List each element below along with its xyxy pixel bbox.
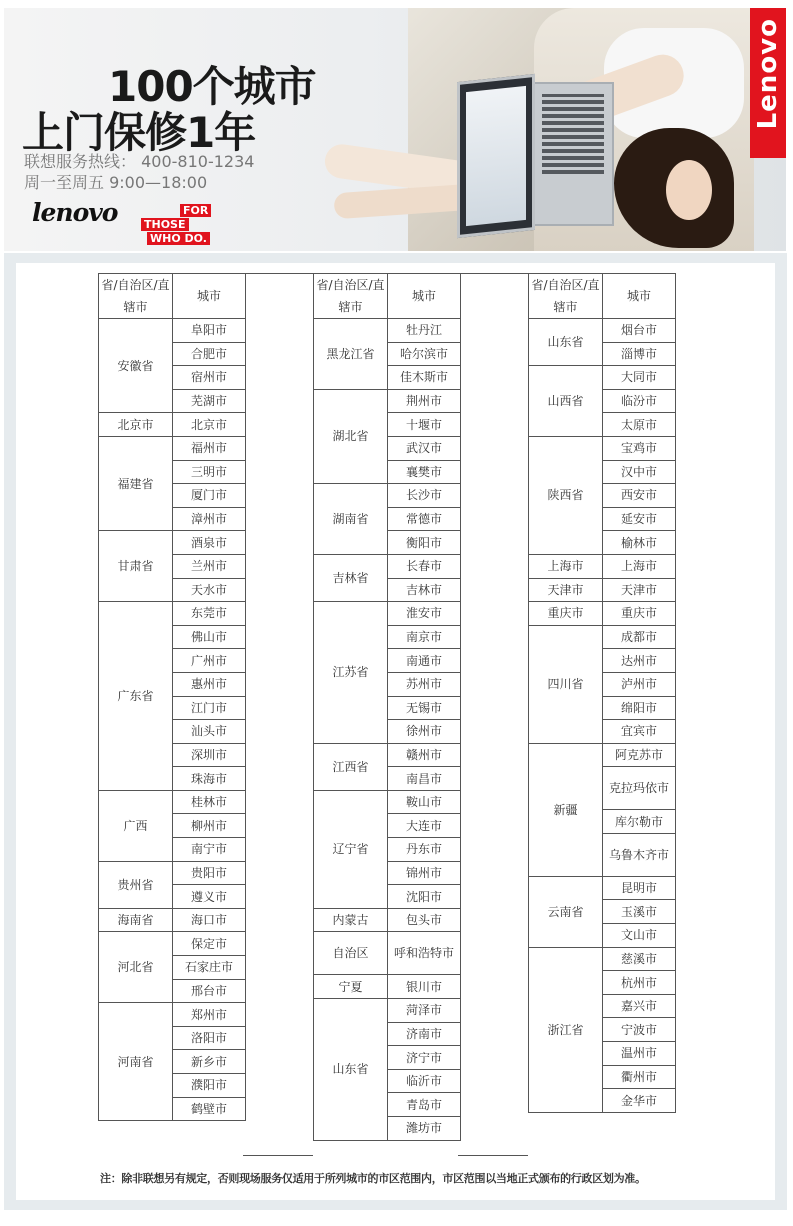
lenovo-logo: lenovo — [32, 198, 118, 227]
city-cell: 北京市 — [173, 413, 246, 437]
table-row — [314, 932, 461, 975]
province-cell: 山东省 — [314, 999, 388, 1141]
city-cell: 临沂市 — [388, 1069, 461, 1093]
city-cell: 玉溪市 — [603, 900, 676, 924]
city-cell: 哈尔滨市 — [388, 342, 461, 366]
province-cell: 上海市 — [529, 554, 603, 578]
city-cell: 赣州市 — [388, 743, 461, 767]
city-cell: 合肥市 — [173, 342, 246, 366]
city-cell: 天津市 — [603, 578, 676, 602]
table-row — [529, 602, 676, 626]
city-cell: 兰州市 — [173, 554, 246, 578]
city-table-col-3 — [528, 273, 676, 1113]
city-cell: 牡丹江 — [388, 319, 461, 343]
city-cell: 南昌市 — [388, 767, 461, 791]
city-cell: 宝鸡市 — [603, 436, 676, 460]
table-row — [314, 975, 461, 999]
table-row — [529, 876, 676, 900]
city-table-col-2 — [313, 273, 461, 1141]
city-cell: 成都市 — [603, 625, 676, 649]
table-row — [314, 389, 461, 413]
city-cell: 淄博市 — [603, 342, 676, 366]
city-cell: 烟台市 — [603, 319, 676, 343]
city-cell: 上海市 — [603, 554, 676, 578]
city-cell: 十堰市 — [388, 413, 461, 437]
city-cell: 大连市 — [388, 814, 461, 838]
city-cell: 东莞市 — [173, 602, 246, 626]
city-cell: 鞍山市 — [388, 790, 461, 814]
city-table-col-1 — [98, 273, 246, 1121]
table-row — [314, 743, 461, 767]
province-cell: 海南省 — [99, 908, 173, 932]
city-cell: 鹤壁市 — [173, 1097, 246, 1121]
footnote: 注：除非联想另有规定，否则现场服务仅适用于所列城市的市区范围内，市区范围以当地正式颁布的行政区划为准。 — [100, 1172, 646, 1185]
province-cell: 河南省 — [99, 1003, 173, 1121]
city-cell: 泸州市 — [603, 672, 676, 696]
table-row — [99, 1003, 246, 1027]
province-cell: 宁夏 — [314, 975, 388, 999]
city-cell: 嘉兴市 — [603, 994, 676, 1018]
service-hotline: 联想服务热线： 400-810-1234 — [24, 152, 255, 171]
city-cell: 包头市 — [388, 908, 461, 932]
header-province: 省/自治区/直辖市 — [314, 274, 388, 319]
province-cell: 辽宁省 — [314, 790, 388, 908]
city-cell: 温州市 — [603, 1042, 676, 1066]
city-cell: 汉中市 — [603, 460, 676, 484]
city-cell: 克拉玛依市 — [603, 767, 676, 810]
province-cell: 江苏省 — [314, 602, 388, 744]
city-cell: 阿克苏市 — [603, 743, 676, 767]
city-cell: 石家庄市 — [173, 956, 246, 980]
table-row — [314, 484, 461, 508]
city-cell: 青岛市 — [388, 1093, 461, 1117]
table-row — [529, 319, 676, 343]
header-province: 省/自治区/直辖市 — [529, 274, 603, 319]
table-row — [529, 578, 676, 602]
city-cell: 乌鲁木齐市 — [603, 833, 676, 876]
province-cell: 广西 — [99, 790, 173, 861]
province-cell: 湖南省 — [314, 484, 388, 555]
city-cell: 杭州市 — [603, 971, 676, 995]
city-cell: 吉林市 — [388, 578, 461, 602]
table-row — [314, 999, 461, 1023]
slogan-those: THOSE — [141, 218, 189, 231]
city-cell: 深圳市 — [173, 743, 246, 767]
province-cell: 北京市 — [99, 413, 173, 437]
city-cell: 阜阳市 — [173, 319, 246, 343]
city-cell: 长沙市 — [388, 484, 461, 508]
table-row — [99, 531, 246, 555]
city-cell: 柳州市 — [173, 814, 246, 838]
province-cell: 内蒙古 — [314, 908, 388, 932]
city-cell: 昆明市 — [603, 876, 676, 900]
city-cell: 衢州市 — [603, 1065, 676, 1089]
city-cell: 洛阳市 — [173, 1026, 246, 1050]
city-cell: 重庆市 — [603, 602, 676, 626]
city-cell: 南京市 — [388, 625, 461, 649]
province-cell: 山西省 — [529, 366, 603, 437]
city-cell: 桂林市 — [173, 790, 246, 814]
city-cell: 锦州市 — [388, 861, 461, 885]
city-cell: 沈阳市 — [388, 885, 461, 909]
city-cell: 南通市 — [388, 649, 461, 673]
city-cell: 广州市 — [173, 649, 246, 673]
table-row — [529, 625, 676, 649]
table-row — [529, 366, 676, 390]
city-cell: 保定市 — [173, 932, 246, 956]
city-cell: 邢台市 — [173, 979, 246, 1003]
city-cell: 潍坊市 — [388, 1117, 461, 1141]
table-row — [99, 319, 246, 343]
table-row — [314, 602, 461, 626]
city-cell: 武汉市 — [388, 436, 461, 460]
province-cell: 广东省 — [99, 602, 173, 791]
city-cell: 榆林市 — [603, 531, 676, 555]
laptop-screen — [457, 74, 535, 238]
city-cell: 宜宾市 — [603, 720, 676, 744]
table-row — [99, 436, 246, 460]
table-row — [99, 932, 246, 956]
header-city: 城市 — [173, 274, 246, 319]
city-cell: 惠州市 — [173, 672, 246, 696]
table-row — [314, 908, 461, 932]
table-row — [99, 861, 246, 885]
city-cell: 汕头市 — [173, 720, 246, 744]
city-cell: 佛山市 — [173, 625, 246, 649]
city-cell: 贵阳市 — [173, 861, 246, 885]
province-cell: 吉林省 — [314, 554, 388, 601]
laptop-keyboard — [532, 82, 614, 226]
city-cell: 郑州市 — [173, 1003, 246, 1027]
table-row — [314, 554, 461, 578]
province-cell: 新疆 — [529, 743, 603, 876]
city-cell: 漳州市 — [173, 507, 246, 531]
table-row — [314, 319, 461, 343]
province-cell: 四川省 — [529, 625, 603, 743]
city-cell: 珠海市 — [173, 767, 246, 791]
table-row — [529, 947, 676, 971]
table-row — [99, 908, 246, 932]
table-row — [529, 554, 676, 578]
province-cell: 浙江省 — [529, 947, 603, 1112]
city-cell: 福州市 — [173, 436, 246, 460]
city-cell: 济宁市 — [388, 1046, 461, 1070]
province-cell: 安徽省 — [99, 319, 173, 413]
city-cell: 江门市 — [173, 696, 246, 720]
city-cell: 金华市 — [603, 1089, 676, 1113]
city-cell: 三明市 — [173, 460, 246, 484]
city-cell: 常德市 — [388, 507, 461, 531]
city-cell: 临汾市 — [603, 389, 676, 413]
city-cell: 慈溪市 — [603, 947, 676, 971]
city-cell: 文山市 — [603, 924, 676, 948]
city-cell: 丹东市 — [388, 838, 461, 862]
city-cell: 徐州市 — [388, 720, 461, 744]
table-row — [314, 790, 461, 814]
city-cell: 新乡市 — [173, 1050, 246, 1074]
city-cell: 衡阳市 — [388, 531, 461, 555]
province-cell: 云南省 — [529, 876, 603, 947]
province-cell: 甘肃省 — [99, 531, 173, 602]
content-frame — [4, 253, 787, 1210]
city-cell: 大同市 — [603, 366, 676, 390]
city-cell: 长春市 — [388, 554, 461, 578]
province-cell: 河北省 — [99, 932, 173, 1003]
lenovo-tab-logo — [750, 8, 786, 158]
province-cell: 天津市 — [529, 578, 603, 602]
table-row — [99, 413, 246, 437]
city-cell: 无锡市 — [388, 696, 461, 720]
table-gap — [458, 273, 528, 1156]
banner-photo-face — [666, 160, 712, 220]
province-cell: 山东省 — [529, 319, 603, 366]
city-cell: 遵义市 — [173, 885, 246, 909]
city-cell: 银川市 — [388, 975, 461, 999]
table-row — [529, 436, 676, 460]
city-cell: 延安市 — [603, 507, 676, 531]
city-cell: 宁波市 — [603, 1018, 676, 1042]
city-cell: 济南市 — [388, 1022, 461, 1046]
slogan-who-do: WHO DO. — [147, 232, 210, 245]
province-cell: 福建省 — [99, 436, 173, 530]
city-cell: 太原市 — [603, 413, 676, 437]
city-cell: 襄樊市 — [388, 460, 461, 484]
city-cell: 苏州市 — [388, 672, 461, 696]
headline-line1: 100个城市 — [108, 62, 316, 111]
table-row — [99, 602, 246, 626]
province-cell: 重庆市 — [529, 602, 603, 626]
city-cell: 海口市 — [173, 908, 246, 932]
city-cell: 南宁市 — [173, 838, 246, 862]
city-cell: 佳木斯市 — [388, 366, 461, 390]
province-cell: 贵州省 — [99, 861, 173, 908]
city-cell: 达州市 — [603, 649, 676, 673]
city-cell: 宿州市 — [173, 366, 246, 390]
city-list-panel — [16, 263, 775, 1200]
promo-banner — [4, 8, 786, 251]
header-city: 城市 — [603, 274, 676, 319]
city-cell: 荆州市 — [388, 389, 461, 413]
city-cell: 酒泉市 — [173, 531, 246, 555]
city-cell: 天水市 — [173, 578, 246, 602]
table-gap — [243, 273, 313, 1156]
city-cell: 濮阳市 — [173, 1074, 246, 1098]
city-cell: 厦门市 — [173, 484, 246, 508]
header-city: 城市 — [388, 274, 461, 319]
city-cell: 淮安市 — [388, 602, 461, 626]
province-cell: 江西省 — [314, 743, 388, 790]
province-cell: 自治区 — [314, 932, 388, 975]
city-cell: 菏泽市 — [388, 999, 461, 1023]
city-cell: 呼和浩特市 — [388, 932, 461, 975]
province-cell: 陕西省 — [529, 436, 603, 554]
city-cell: 绵阳市 — [603, 696, 676, 720]
slogan-for: FOR — [180, 204, 211, 217]
city-cell: 库尔勒市 — [603, 810, 676, 834]
table-row — [529, 743, 676, 767]
city-cell: 西安市 — [603, 484, 676, 508]
lenovo-tab-text: Lenovo — [753, 18, 783, 130]
province-cell: 黑龙江省 — [314, 319, 388, 390]
headline-line2: 上门保修1年 — [22, 108, 256, 157]
city-cell: 芜湖市 — [173, 389, 246, 413]
service-hours: 周一至周五 9:00—18:00 — [24, 173, 208, 192]
table-row — [99, 790, 246, 814]
province-cell: 湖北省 — [314, 389, 388, 483]
header-province: 省/自治区/直辖市 — [99, 274, 173, 319]
